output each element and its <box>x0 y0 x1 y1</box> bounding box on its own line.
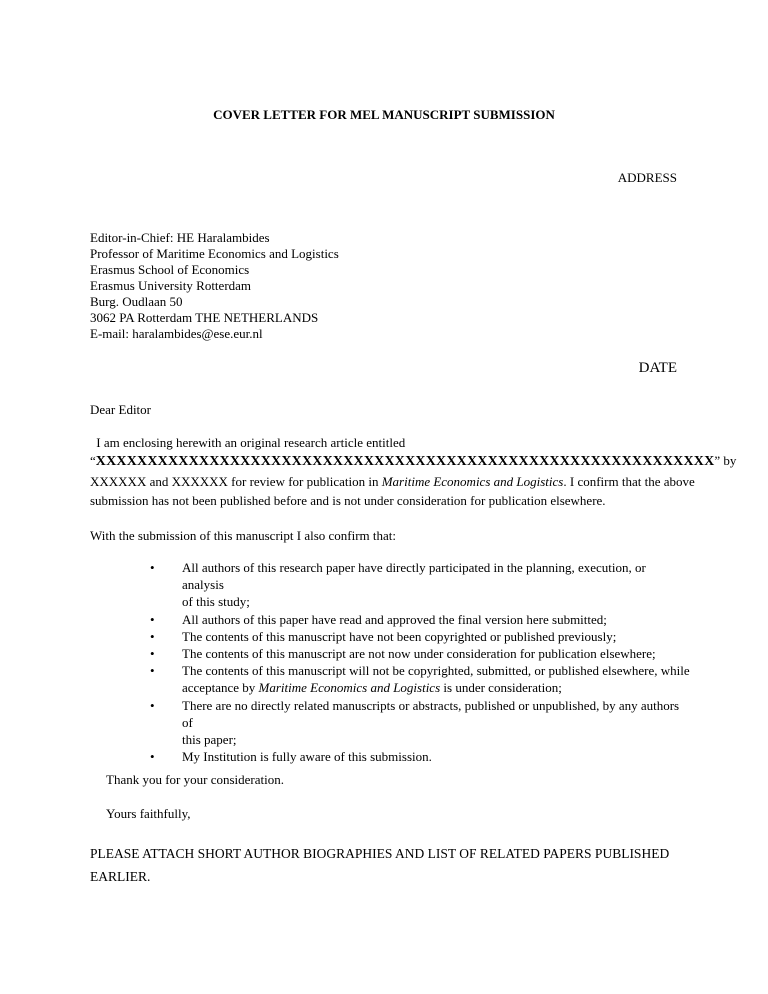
list-item-text: The contents of this manuscript are not now under consideration for publication elsewhere; <box>182 646 656 662</box>
letter-title: COVER LETTER FOR MEL MANUSCRIPT SUBMISSION <box>213 107 555 122</box>
bullet-icon: • <box>150 628 155 644</box>
intro-line-3 <box>90 474 695 490</box>
intro-line-4: submission has not been published before and is not under consideration for publication elsewhere. <box>90 493 606 508</box>
list-item <box>150 611 690 628</box>
salutation: Dear Editor <box>90 402 152 417</box>
article-title-placeholder: XXXXXXXXXXXXXXXXXXXXXXXXXXXXXXXXXXXXXXXXXXXXXXXXXXXXXXXXXXXX <box>95 454 715 469</box>
list-item-text: The contents of this manuscript will not be copyrighted, submitted, or published elsewhere, while <box>182 663 690 679</box>
list-item-text: My Institution is fully aware of this submission. <box>182 749 432 765</box>
confirmation-list <box>150 559 690 765</box>
list-item <box>150 697 690 749</box>
attach-note-line: PLEASE ATTACH SHORT AUTHOR BIOGRAPHIES AND LIST OF RELATED PAPERS PUBLISHED <box>90 846 670 861</box>
list-item-text: The contents of this manuscript have not been copyrighted or published previously; <box>182 628 617 644</box>
intro-line-2 <box>90 453 737 470</box>
editor-line: 3062 PA Rotterdam THE NETHERLANDS <box>90 310 319 325</box>
close-quote-by: ” by <box>714 453 737 468</box>
bullet-icon: • <box>150 697 155 713</box>
bullet-icon: • <box>150 560 155 575</box>
editor-line: Editor-in-Chief: HE Haralambides <box>90 230 270 245</box>
confirm-statement: With the submission of this manuscript I also confirm that: <box>90 528 397 543</box>
bullet-icon: • <box>150 611 155 627</box>
editor-line: Erasmus University Rotterdam <box>90 278 252 293</box>
intro-text: XXXXXX and XXXXXX for review for publication in <box>90 474 382 489</box>
bullet-icon: • <box>150 663 155 679</box>
intro-text: . I confirm that the above <box>563 474 695 489</box>
editor-line: Erasmus School of Economics <box>90 262 250 277</box>
journal-name: Maritime Economics and Logistics <box>258 680 441 696</box>
editor-email: E-mail: haralambides@ese.eur.nl <box>90 326 263 341</box>
attach-note-line: EARLIER. <box>90 869 151 884</box>
list-item <box>150 628 690 645</box>
attach-note <box>90 842 690 888</box>
editor-line: Professor of Maritime Economics and Logistics <box>90 246 339 261</box>
list-item-text: is under consideration; <box>440 680 562 696</box>
bullet-icon: • <box>150 646 155 662</box>
list-item <box>150 748 690 765</box>
thanks-line: Thank you for your consideration. <box>106 772 284 787</box>
open-quote: “ <box>90 453 96 468</box>
list-item-text: acceptance by <box>182 680 259 696</box>
intro-line-1: I am enclosing herewith an original research article entitled <box>93 435 406 450</box>
list-item-text <box>182 679 690 696</box>
list-item <box>150 645 690 662</box>
list-item-text: All authors of this paper have read and approved the final version here submitted; <box>182 611 607 627</box>
bullet-icon: • <box>150 749 155 765</box>
journal-name: Maritime Economics and Logistics <box>381 474 564 489</box>
list-item <box>150 559 690 611</box>
list-item-text: this paper; <box>182 732 237 748</box>
editor-address-block <box>90 230 339 342</box>
editor-line: Burg. Oudlaan 50 <box>90 294 183 309</box>
date-placeholder: DATE <box>638 360 677 376</box>
list-item-text: of this study; <box>182 594 250 610</box>
list-item <box>150 662 690 696</box>
address-placeholder: ADDRESS <box>617 170 677 185</box>
list-item-text: All authors of this research paper have directly participated in the planning, execution, or analysis <box>182 560 646 593</box>
closing-line: Yours faithfully, <box>106 806 191 821</box>
list-item-text: There are no directly related manuscripts or abstracts, published or unpublished, by any authors of <box>182 697 680 730</box>
